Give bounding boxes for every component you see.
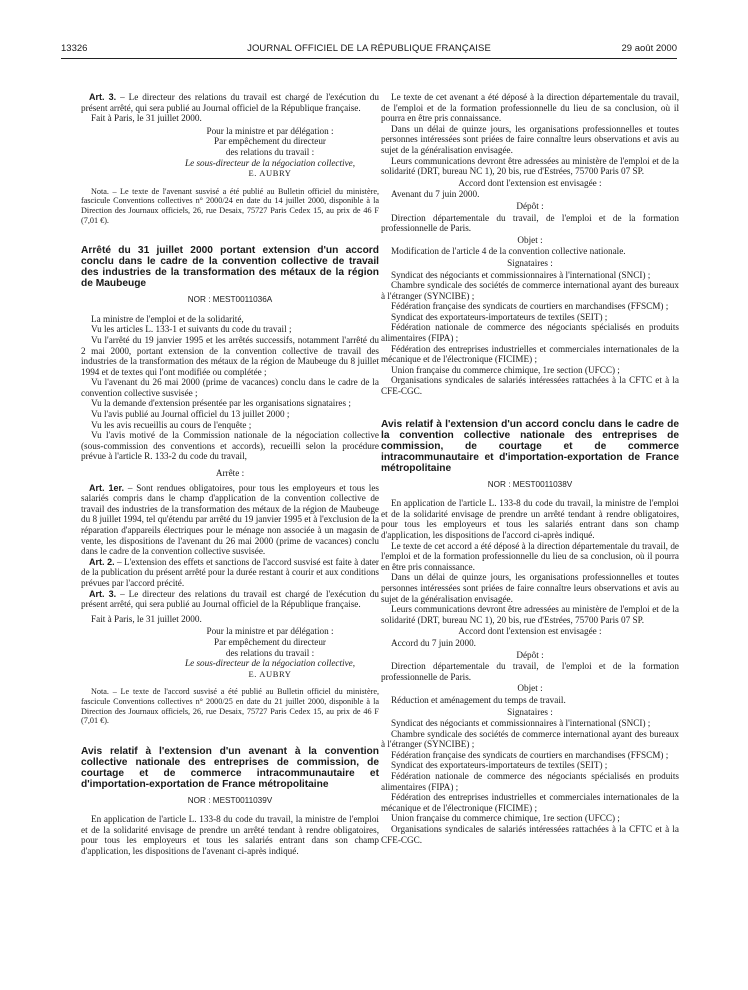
issue-date: 29 août 2000 <box>621 43 677 54</box>
objet-value: Réduction et aménagement du temps de travail. <box>391 694 566 705</box>
left-column <box>81 92 379 857</box>
list-item: Union française du commerce chimique, 1re section (UFCC) ; <box>391 813 620 824</box>
visas-list: La ministre de l'emploi et de la solidarité, Vu les articles L. 133-1 et suivants du code du travail ; Vu l'arrêté du 19 janvier 1995 et les arrêtés successifs, notamment l'arrêté du 2 mai 2000, portant extension de la convention collective de travail des industries de la transformation des métaux de la région de Maubeuge du 8 juillet 1994 et de textes qui l'ont modifiée ou complétée ; Vu l'avenant du 26 mai 2000 (prime de vacances) conclu dans le cadre de la convention collective susvisée ; Vu la demande d'extension présentée par les organisations signataires ; Vu l'avis publié au Journal officiel du 13 juillet 2000 ; Vu les avis recueillis au cours de l'enquête ; Vu l'avis motivé de la Commission nationale de la négociation collective (sous-commission des conventions et accords), recueilli selon la procédure prévue à l'article R. 133-2 du code du travail, <box>81 313 379 462</box>
paragraph: Le texte de cet accord a été déposé à la direction départementale du travail, de l'emploi et de la formation professionnelle du lieu de sa conclusion, où il pourra en être pris connaissance. <box>381 540 679 572</box>
list-item: Fédération française des syndicats de courtiers en marchandises (FFSCM) ; <box>391 749 669 760</box>
depot-value: Direction départementale du travail, de l'emploi et de la formation professionnelle de Paris. <box>381 661 679 682</box>
paragraph: Leurs communications devront être adressées au ministère de l'emploi et de la solidarité (DRT, bureau NC 1), 20 bis, rue d'Estrées, 75700 Paris 07 SP. <box>381 604 679 625</box>
signataires-list <box>381 270 679 397</box>
article-3: Art. 3. – Le directeur des relations du travail est chargé de l'exécution du présent arrêté, qui sera publié au Journal officiel de la République française. <box>81 92 379 113</box>
list-item: Fédération nationale de commerce des négociants spécialisés en produits alimentaires (FIPA) ; <box>381 771 679 792</box>
signature-block: Pour la ministre et par délégation : Par empêchement du directeur des relations du travail : Le sous-directeur de la négociation collective, E. AUBRY <box>81 126 379 179</box>
avis-title: Avis relatif à l'extension d'un avenant à la convention collective nationale des entreprises de commission, de courtage et de commerce intracommunautaire et d'importation-exportation de France métropolitaine <box>81 745 379 790</box>
objet-value: Modification de l'article 4 de la convention collective nationale. <box>391 246 626 257</box>
article-1: Art. 1er. – Sont rendues obligatoires, pour tous les employeurs et tous les salariés compris dans le champ d'application de la convention collective de travail des industries de la transformation des métaux de la région de Maubeuge du 8 juillet 1994, tel qu'étendu par arrêté du 19 janvier 1995 et à l'exclusion de la réparation d'appareils électriques pour le ménage non associée à un magasin de vente, les dispositions de l'avenant du 26 mai 2000 (prime de vacances) conclu dans le cadre de la convention collective susvisée. <box>81 482 379 557</box>
signature-block: Pour la ministre et par délégation : Par empêchement du directeur des relations du travail : Le sous-directeur de la négociation collective, E. AUBRY <box>81 626 379 679</box>
nota-note: Nota. – Le texte de l'accord susvisé a été publié au Bulletin officiel du ministère, fascicule Conventions collectives n° 2000/25 en date du 21 juillet 2000, disponible à la Direction des Journaux officiels, 26, rue Desaix, 75727 Paris Cedex 15, au prix de 46 F (7,01 €). <box>81 687 379 726</box>
fait-line: Fait à Paris, le 31 juillet 2000. <box>91 113 202 124</box>
article-3: Art. 3. – Le directeur des relations du travail est chargé de l'exécution du présent arrêté, qui sera publié au Journal officiel de la République française. <box>81 588 379 610</box>
signataires-label: Signataires : <box>507 257 553 268</box>
paragraph: Le texte de cet avenant a été déposé à la direction départementale du travail, de l'emploi et de la formation professionnelle du lieu de sa conclusion, où il pourra en être pris connaissance. <box>381 92 679 124</box>
list-item: Syndicat des négociants et commissionnaires à l'international (SNCI) ; <box>391 718 651 729</box>
fait-line: Fait à Paris, le 31 juillet 2000. <box>91 613 202 624</box>
depot-label: Dépôt : <box>516 649 544 660</box>
accord-value: Avenant du 7 juin 2000. <box>391 189 480 200</box>
signatory-name: E. AUBRY <box>248 168 292 179</box>
signataires-list <box>381 718 679 845</box>
article-2: Art. 2. – L'extension des effets et sanctions de l'accord susvisé est faite à dater de la publication du présent arrêté pour la durée restant à courir et aux conditions prévues par l'accord précité. <box>81 556 379 588</box>
paragraph: Dans un délai de quinze jours, les organisations professionnelles et toutes personnes intéressées sont priées de faire connaître leurs observations et avis au sujet de la généralisation envisagée. <box>381 123 679 155</box>
paragraph: En application de l'article L. 133-8 du code du travail, la ministre de l'emploi et de la solidarité envisage de prendre un arrêté tendant à rendre obligatoires, pour tous les employeurs et tous les salariés entrant dans son champ d'application, les dispositions de l'accord ci-après indiqué. <box>381 498 679 540</box>
nota-note: Nota. – Le texte de l'avenant susvisé a été publié au Bulletin officiel du ministère, fascicule Conventions collectives n° 2000/24 en date du 14 juillet 2000, disponible à la Direction des Journaux officiels, 26, rue Desaix, 75727 Paris Cedex 15, au prix de 46 F (7,01 €). <box>81 186 379 225</box>
list-item: Fédération nationale de commerce des négociants spécialisés en produits alimentaires (FIPA) ; <box>381 322 679 344</box>
accord-value: Accord du 7 juin 2000. <box>391 637 476 648</box>
list-item: Syndicat des exportateurs-importateurs de textiles (SEIT) ; <box>391 760 608 771</box>
signatory-name: E. AUBRY <box>248 668 292 679</box>
list-item: Fédération des entreprises industrielles et commerciales internationales de la mécanique et de l'électronique (FICIME) ; <box>381 343 679 365</box>
list-item: Syndicat des exportateurs-importateurs de textiles (SEIT) ; <box>391 311 608 322</box>
right-column <box>381 92 679 845</box>
list-item: Organisations syndicales de salariés intéressées rattachées à la CFTC et à la CFE-CGC. <box>381 824 679 845</box>
list-item: Union française du commerce chimique, 1re section (UFCC) ; <box>391 364 620 375</box>
avis-title: Avis relatif à l'extension d'un accord conclu dans le cadre de la convention collective nationale des entreprises de commission, de courtage et de commerce intracommunautaire et d'importation-exportation de France métropolitaine <box>381 418 679 474</box>
nor-reference: NOR : MEST0011039V <box>187 795 273 805</box>
nor-reference: NOR : MEST0011036A <box>187 295 273 305</box>
arrete-heading: Arrête : <box>215 468 245 479</box>
journal-title: JOURNAL OFFICIEL DE LA RÉPUBLIQUE FRANÇAISE <box>247 43 491 54</box>
paragraph: Dans un délai de quinze jours, les organisations professionnelles et toutes personnes intéressées sont priées de faire connaître leurs observations et avis au sujet de la généralisation envisagée. <box>381 572 679 604</box>
paragraph: Leurs communications devront être adressées au ministère de l'emploi et de la solidarité (DRT, bureau NC 1), 20 bis, rue d'Estrées, 75700 Paris 07 SP. <box>381 155 679 177</box>
depot-label: Dépôt : <box>516 200 544 211</box>
accord-label: Accord dont l'extension est envisagée : <box>458 626 602 637</box>
page-header <box>61 43 677 57</box>
accord-label: Accord dont l'extension est envisagée : <box>458 177 602 188</box>
avis-paragraph: En application de l'article L. 133-8 du code du travail, la ministre de l'emploi et de la solidarité envisage de prendre un arrêté tendant à rendre obligatoires, pour tous les employeurs et tous les salariés entrant dans son champ d'application, les dispositions de l'avenant ci-après indiqué. <box>81 814 379 857</box>
header-rule <box>61 58 677 59</box>
list-item: Syndicat des négociants et commissionnaires à l'international (SNCI) ; <box>391 269 651 280</box>
list-item: Chambre syndicale des sociétés de commerce international ayant des bureaux à l'étranger (SYNCIBE) ; <box>381 728 679 750</box>
list-item: Fédération des entreprises industrielles et commerciales internationales de la mécanique et de l'électronique (FICIME) ; <box>381 792 679 813</box>
list-item: Chambre syndicale des sociétés de commerce international ayant des bureaux à l'étranger (SYNCIBE) ; <box>381 280 679 301</box>
objet-label: Objet : <box>517 683 543 694</box>
list-item: Organisations syndicales de salariés intéressées rattachées à la CFTC et à la CFE-CGC. <box>381 375 679 397</box>
depot-value: Direction départementale du travail, de l'emploi et de la formation professionnelle de Paris. <box>381 212 679 234</box>
page-number: 13326 <box>61 43 88 54</box>
list-item: Fédération française des syndicats de courtiers en marchandises (FFSCM) ; <box>391 301 669 312</box>
objet-label: Objet : <box>517 234 543 245</box>
signataires-label: Signataires : <box>507 706 553 717</box>
arrete-title: Arrêté du 31 juillet 2000 portant extension d'un accord conclu dans le cadre de la convention collective de travail des industries de la transformation des métaux de la région de Maubeuge <box>81 245 379 290</box>
nor-reference: NOR : MEST0011038V <box>487 479 573 489</box>
